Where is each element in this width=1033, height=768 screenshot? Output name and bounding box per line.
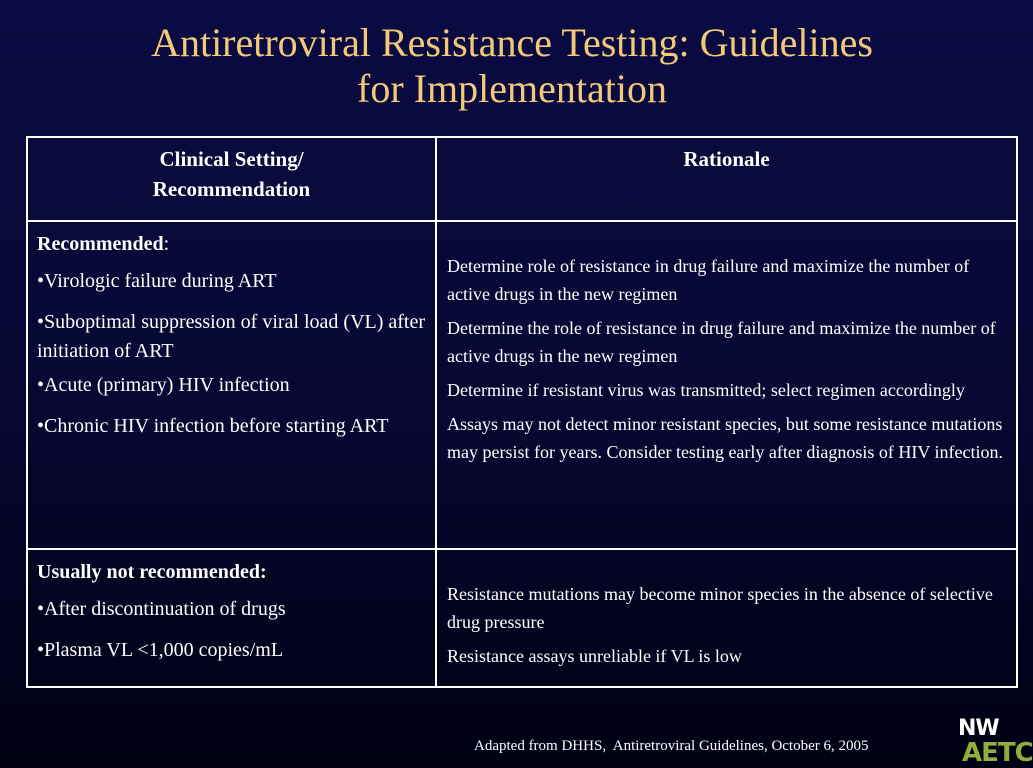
nw-aetc-logo xyxy=(952,716,1033,768)
rationale-cell-recommended xyxy=(436,221,1017,549)
rationale-item: Determine role of resistance in drug failure and maximize the number of active drugs in the new regimen xyxy=(447,256,970,304)
row-label-suffix: : xyxy=(163,233,170,255)
header-rationale-label: Rationale xyxy=(683,147,770,171)
header-cell-setting xyxy=(27,137,436,221)
setting-item: •Virologic failure during ART xyxy=(37,270,277,292)
slide-title-line-2: for Implementation xyxy=(357,66,667,111)
row-label-text: Usually not recommended: xyxy=(37,561,267,583)
source-footnote: Adapted from DHHS, Antiretroviral Guidelines, October 6, 2005 xyxy=(474,738,869,754)
guidelines-table xyxy=(26,136,1018,688)
rationale-item: Determine if resistant virus was transmitted; select regimen accordingly xyxy=(447,380,965,400)
table-row xyxy=(27,221,1017,549)
header-setting-line-1: Clinical Setting/ xyxy=(159,147,304,171)
rationale-item: Assays may not detect minor resistant species, but some resistance mutations may persist for years. Consider testing early after diagnosis of HIV infection. xyxy=(447,414,1004,462)
row-label xyxy=(37,558,429,587)
setting-item: •After discontinuation of drugs xyxy=(37,598,286,620)
setting-item: •Plasma VL <1,000 copies/mL xyxy=(37,639,284,661)
setting-cell-recommended xyxy=(27,221,436,549)
logo-text-nw: NW xyxy=(958,716,999,741)
table-row xyxy=(27,549,1017,687)
row-label-text: Recommended xyxy=(37,233,164,255)
rationale-item: Resistance mutations may become minor species in the absence of selective drug pressure xyxy=(447,584,993,632)
logo-text-aetc: AETC xyxy=(962,738,1033,768)
rationale-item: Resistance assays unreliable if VL is low xyxy=(447,646,742,666)
table-header-row xyxy=(27,137,1017,221)
header-cell-rationale xyxy=(436,137,1017,221)
setting-item: •Suboptimal suppression of viral load (VL) after initiation of ART xyxy=(37,311,426,362)
setting-item: •Chronic HIV infection before starting ART xyxy=(37,415,389,437)
rationale-cell-not-recommended xyxy=(436,549,1017,687)
row-label xyxy=(37,230,429,259)
rationale-item: Determine the role of resistance in drug failure and maximize the number of active drugs in the new regimen xyxy=(447,318,996,366)
setting-item: •Acute (primary) HIV infection xyxy=(37,374,290,396)
slide-title xyxy=(0,20,1024,112)
slide-title-line-1: Antiretroviral Resistance Testing: Guidelines xyxy=(151,20,873,65)
header-setting-line-2: Recommendation xyxy=(152,177,311,201)
setting-cell-not-recommended xyxy=(27,549,436,687)
